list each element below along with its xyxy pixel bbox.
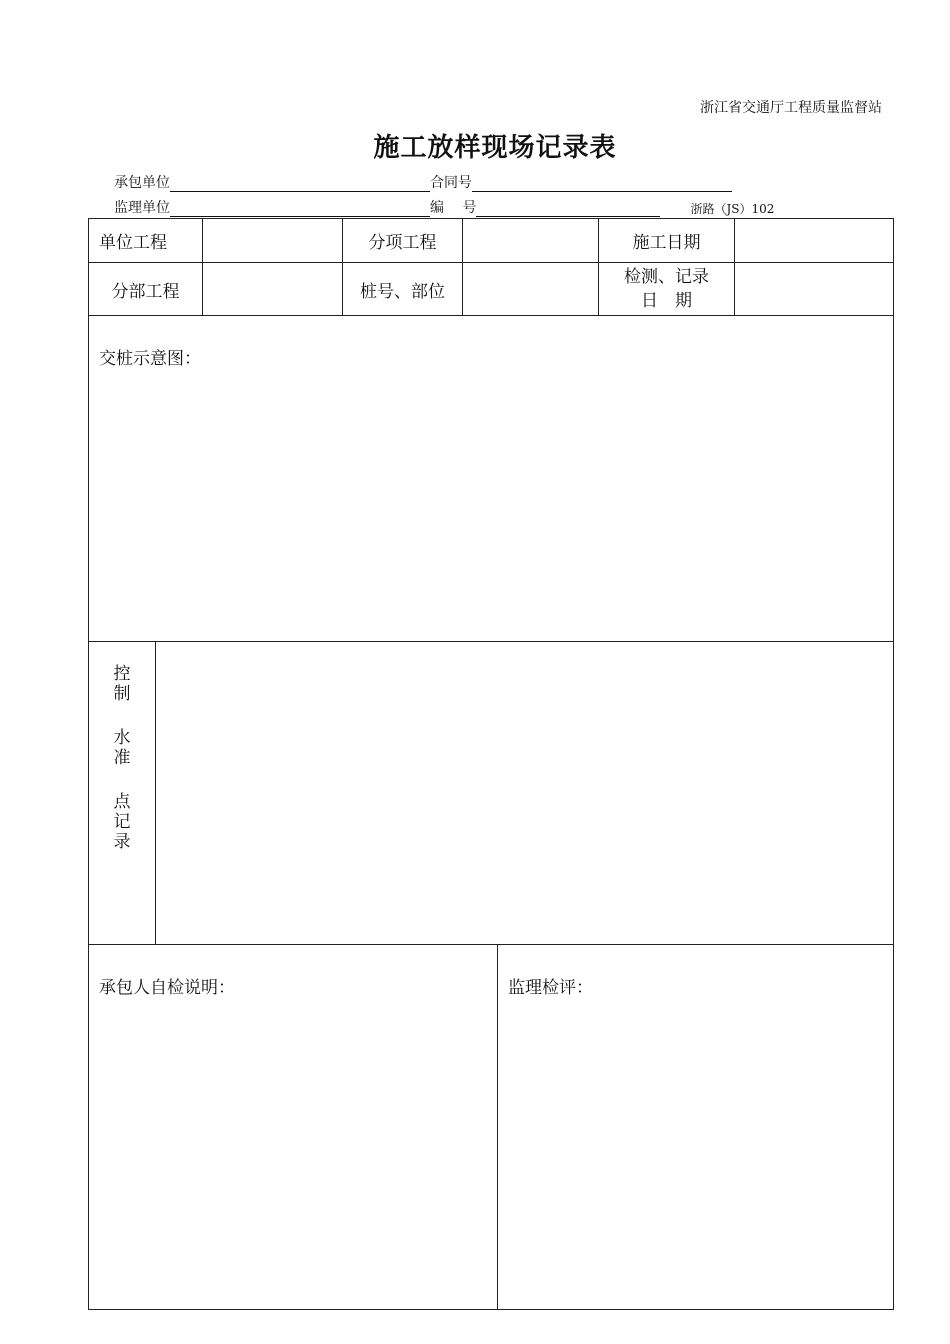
contract-no-label: 合同号 xyxy=(430,175,472,191)
control-label-char: 记 xyxy=(113,812,131,832)
form-code: 浙路（JS）102 xyxy=(690,202,775,216)
control-label-char: 水 xyxy=(113,728,131,748)
division-project-label: 分部工程 xyxy=(89,263,203,316)
construction-date-value[interactable] xyxy=(735,219,894,263)
agency-name: 浙江省交通厅工程质量监督站 xyxy=(700,100,882,116)
station-part-label: 桩号、部位 xyxy=(343,263,463,316)
supervision-review-label: 监理检评： xyxy=(508,978,593,998)
control-label-char: 录 xyxy=(113,832,131,852)
inspection-date-label-line2: 日 期 xyxy=(641,291,692,311)
division-project-value[interactable] xyxy=(203,263,343,316)
contractor-label: 承包单位 xyxy=(114,175,170,191)
construction-date-label: 施工日期 xyxy=(599,219,735,263)
contractor-self-check-area[interactable] xyxy=(89,945,498,1310)
supervisor-label: 监理单位 xyxy=(114,200,170,216)
inspection-date-value[interactable] xyxy=(735,263,894,316)
unit-project-value[interactable] xyxy=(203,219,343,263)
station-part-value[interactable] xyxy=(463,263,599,316)
serial-label: 编 号 xyxy=(430,200,477,216)
sub-item-project-value[interactable] xyxy=(463,219,599,263)
control-label-char: 制 xyxy=(113,684,131,704)
supervisor-field[interactable] xyxy=(170,202,430,217)
supervisor-line xyxy=(114,197,774,217)
stake-diagram-label: 交桩示意图： xyxy=(99,349,201,369)
record-table xyxy=(88,218,894,1310)
inspection-date-label-line1: 检测、记录 xyxy=(624,267,709,287)
contract-no-field[interactable] xyxy=(472,177,732,192)
control-label-char: 点 xyxy=(113,792,131,812)
contractor-field[interactable] xyxy=(170,177,430,192)
control-leveling-record-area[interactable] xyxy=(156,642,894,945)
sub-item-project-label: 分项工程 xyxy=(343,219,463,263)
contractor-self-check-label: 承包人自检说明： xyxy=(99,978,235,998)
stake-diagram-area[interactable] xyxy=(89,316,894,642)
contractor-line xyxy=(114,172,732,192)
unit-project-label: 单位工程 xyxy=(89,219,203,263)
form-title: 施工放样现场记录表 xyxy=(373,133,617,163)
supervision-review-area[interactable] xyxy=(498,945,894,1310)
control-label-char: 准 xyxy=(113,748,131,768)
control-leveling-label xyxy=(89,642,156,945)
serial-field[interactable] xyxy=(476,202,660,217)
inspection-date-label xyxy=(599,263,735,316)
control-label-char: 控 xyxy=(113,664,131,684)
